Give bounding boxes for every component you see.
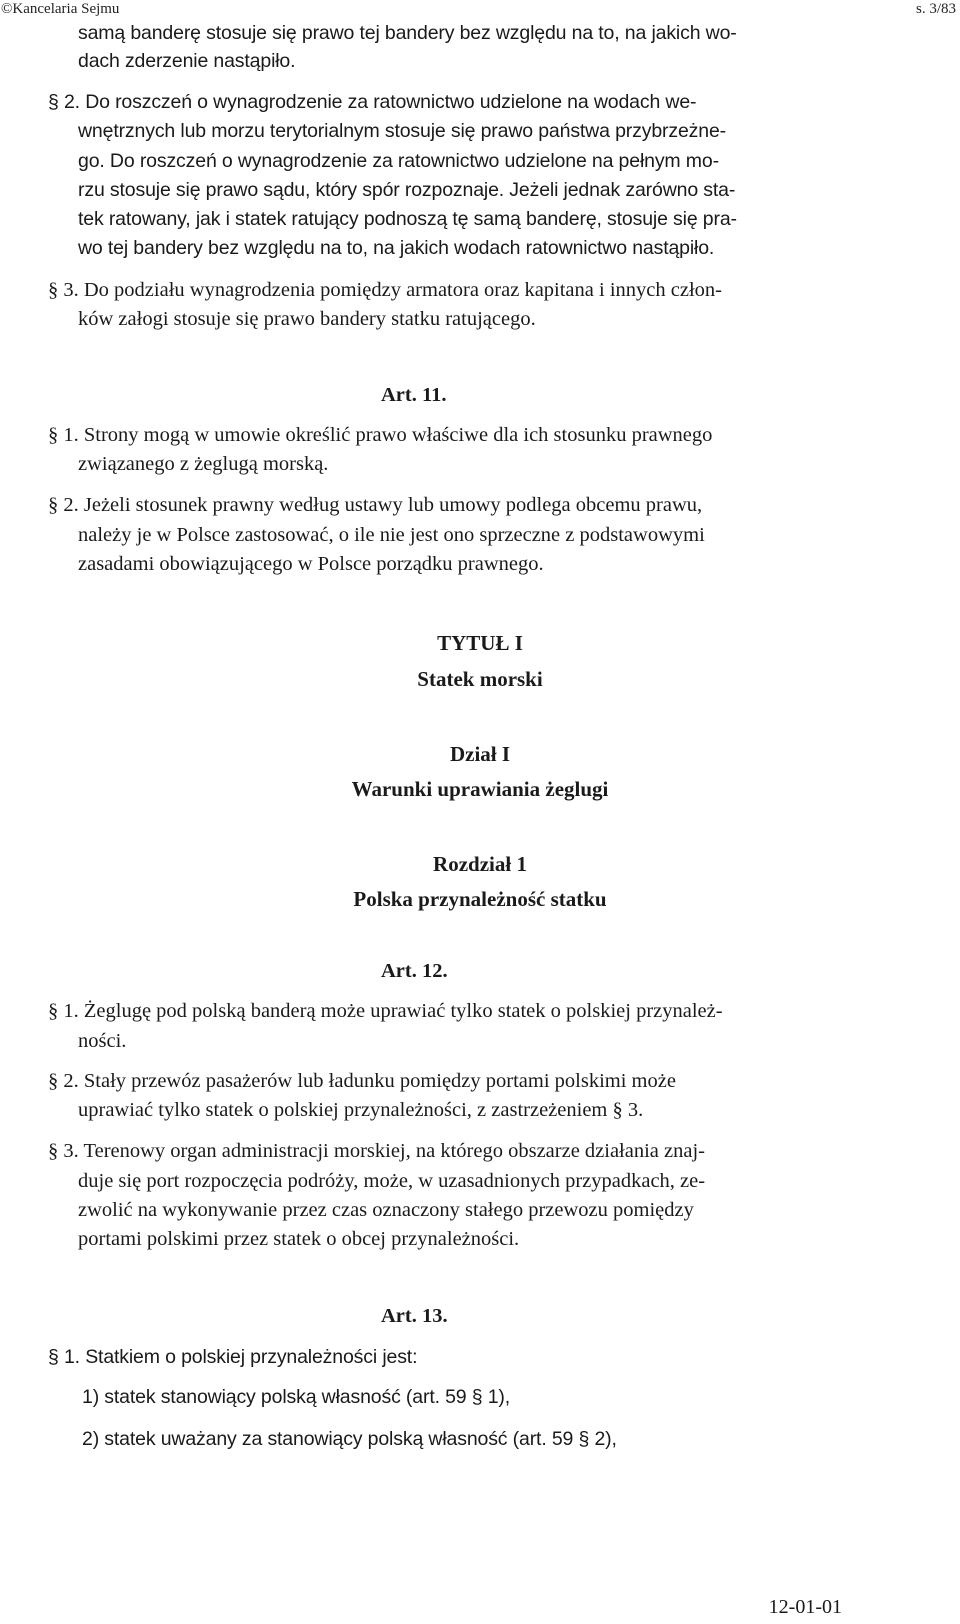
article-13-item: 2) statek uważany za stanowiący polską własność (art. 59 § 2), xyxy=(82,1428,617,1450)
article-12-p3-line: duje się port rozpoczęcia podróży, może, w uzasadnionych przypadkach, ze- xyxy=(78,1170,706,1192)
chapter-subheading: Polska przynależność statku xyxy=(353,887,607,911)
article-11-p2-line: § 2. Jeżeli stosunek prawny według ustawy lub umowy podlega obcemu prawu, xyxy=(48,494,703,516)
article-12-title: Art. 12. xyxy=(381,960,448,982)
article-12-p2-line: § 2. Stały przewóz pasażerów lub ładunku pomiędzy portami polskimi może xyxy=(48,1070,676,1092)
article-12-p1-line: § 1. Żeglugę pod polską banderą może uprawiać tylko statek o polskiej przynależ- xyxy=(48,1000,723,1022)
article-12-p1-line: ności. xyxy=(78,1030,127,1052)
paragraph-2-line: wo tej bandery bez względu na to, na jakich wodach ratownictwo nastąpiło. xyxy=(78,237,715,259)
paragraph-2-line: go. Do roszczeń o wynagrodzenie za ratownictwo udzielone na pełnym mo- xyxy=(78,150,719,172)
division-heading: Dział I xyxy=(449,742,511,766)
header-source: ©Kancelaria Sejmu xyxy=(1,1,120,17)
paragraph-3-line: § 3. Do podziału wynagrodzenia pomiędzy armatora oraz kapitana i innych człon- xyxy=(48,279,722,301)
article-12-p3-line: zwolić na wykonywanie przez czas oznaczony stałego przewozu pomiędzy xyxy=(78,1199,694,1221)
title-heading: TYTUŁ I xyxy=(437,631,523,655)
article-11-p2-line: należy je w Polsce zastosować, o ile nie jest ono sprzeczne z podstawowymi xyxy=(78,524,705,546)
article-11-title: Art. 11. xyxy=(381,384,447,406)
footer-date: 12-01-01 xyxy=(768,1596,842,1618)
paragraph-2-line: wnętrznych lub morzu terytorialnym stosuje się prawo państwa przybrzeżne- xyxy=(78,120,726,142)
chapter-heading: Rozdział 1 xyxy=(433,852,527,876)
article-11-p1-line: § 1. Strony mogą w umowie określić prawo właściwe dla ich stosunku prawnego xyxy=(48,424,713,446)
header-page-number: s. 3/83 xyxy=(915,1,956,17)
paragraph-2-line: rzu stosuje się prawo sądu, który spór rozpoznaje. Jeżeli jednak zarówno sta- xyxy=(78,179,736,201)
text-line: dach zderzenie nastąpiło. xyxy=(78,50,296,72)
paragraph-2-line: § 2. Do roszczeń o wynagrodzenie za ratownictwo udzielone na wodach we- xyxy=(48,91,697,113)
article-13-p1: § 1. Statkiem o polskiej przynależności jest: xyxy=(48,1346,418,1368)
text-line: samą banderę stosuje się prawo tej bandery bez względu na to, na jakich wo- xyxy=(78,22,737,44)
paragraph-3-line: ków załogi stosuje się prawo bandery statku ratującego. xyxy=(78,308,536,330)
article-12-p3-line: portami polskimi przez statek o obcej przynależności. xyxy=(78,1228,520,1250)
article-12-p3-line: § 3. Terenowy organ administracji morskiej, na którego obszarze działania znaj- xyxy=(48,1140,705,1162)
article-13-item: 1) statek stanowiący polską własność (art. 59 § 1), xyxy=(82,1386,511,1408)
article-11-p1-line: związanego z żeglugą morską. xyxy=(78,453,329,475)
article-12-p2-line: uprawiać tylko statek o polskiej przynależności, z zastrzeżeniem § 3. xyxy=(78,1099,644,1121)
article-13-title: Art. 13. xyxy=(381,1305,448,1327)
article-11-p2-line: zasadami obowiązującego w Polsce porządku prawnego. xyxy=(78,553,544,575)
title-subheading: Statek morski xyxy=(417,667,543,691)
paragraph-2-line: tek ratowany, jak i statek ratujący podnoszą tę samą banderę, stosuje się pra- xyxy=(78,208,737,230)
division-subheading: Warunki uprawiania żeglugi xyxy=(351,777,609,801)
